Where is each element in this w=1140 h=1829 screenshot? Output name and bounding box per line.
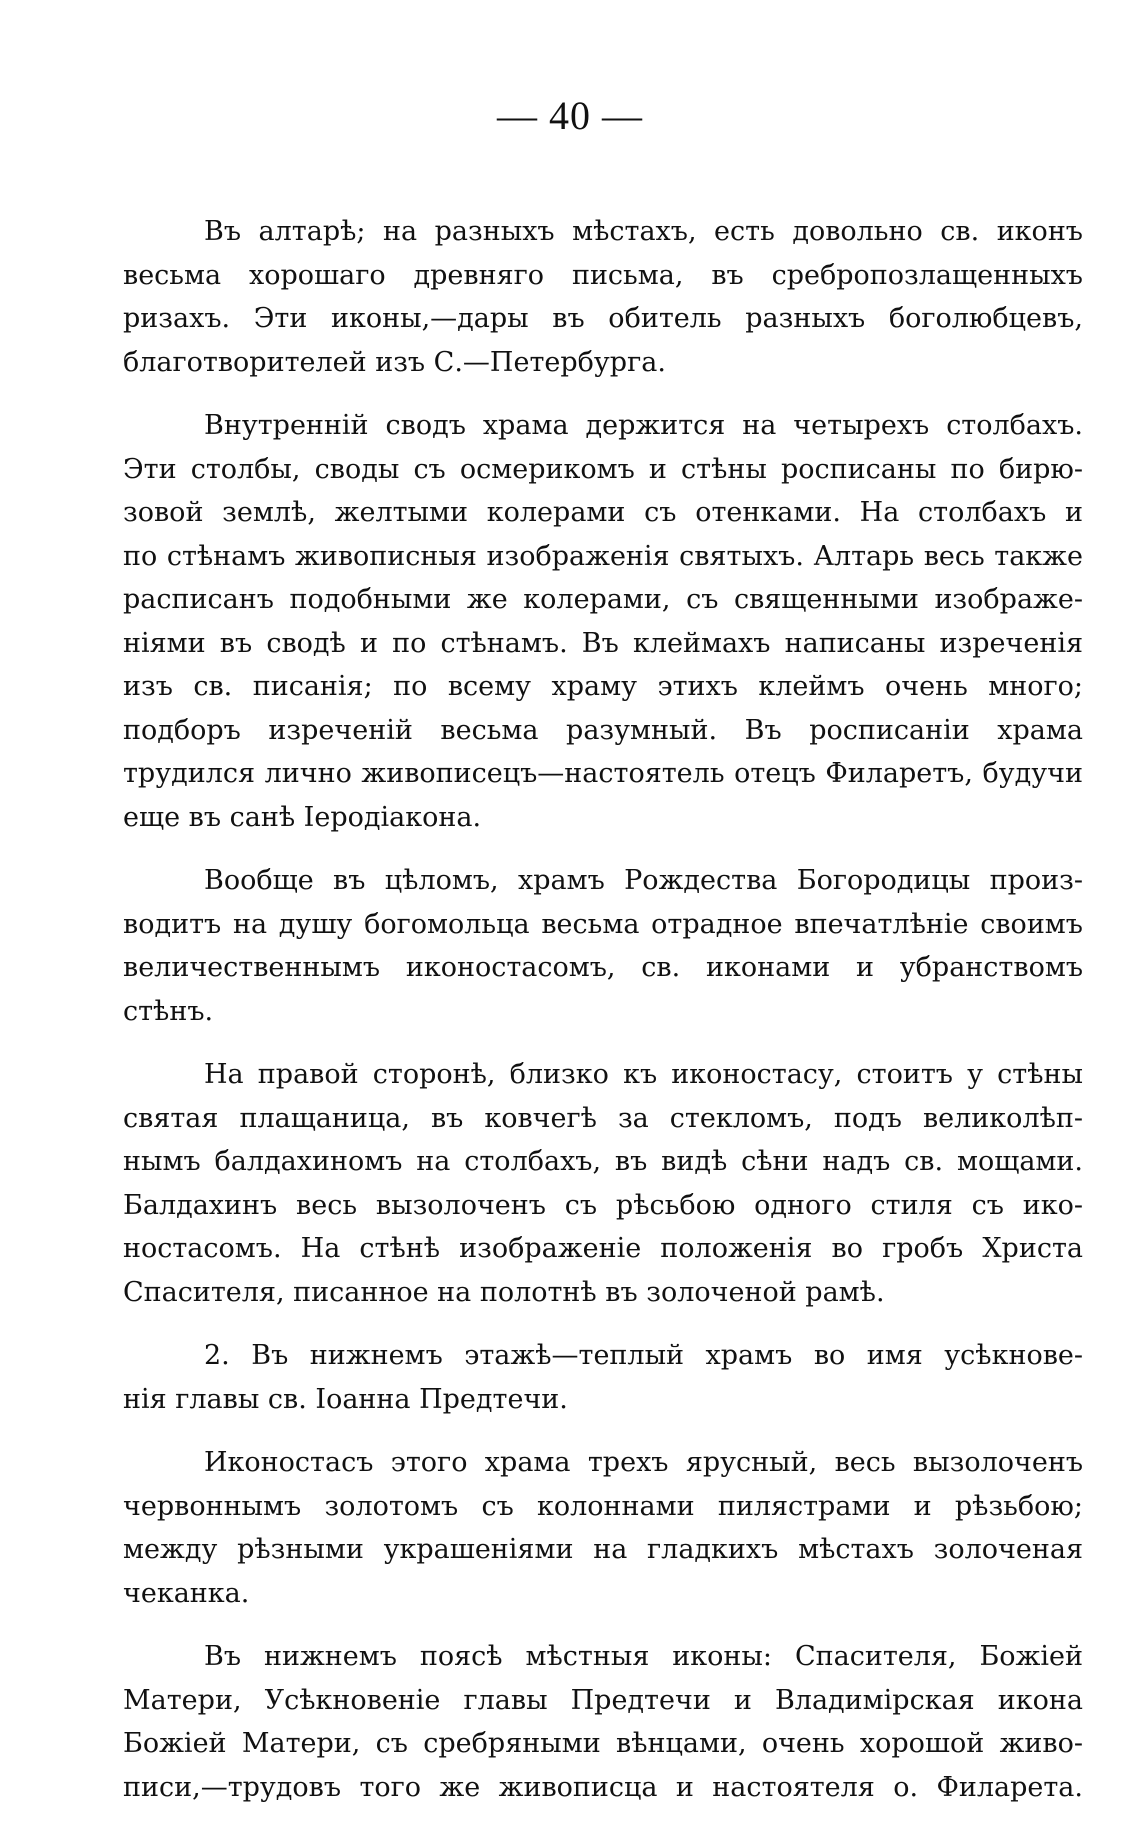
text-line: весьма хорошаго древняго письма, въ сребропозлащенныхъ xyxy=(123,259,1083,291)
text-line: Вообще въ цѣломъ, храмъ Рождества Богородицы произ- xyxy=(204,865,1083,896)
text-line: величественнымъ иконостасомъ, св. иконами и убранствомъ xyxy=(123,952,1083,983)
text-line: Матери, Усѣкновеніе главы Предтечи и Владимірская икона xyxy=(123,1684,1083,1716)
text-line: подборъ изреченій весьма разумный. Въ росписаніи храма xyxy=(123,714,1083,746)
page-number: — 40 — xyxy=(497,93,643,138)
text-line: расписанъ подобными же колерами, съ священными изображе- xyxy=(123,584,1083,615)
text-line: зовой землѣ, желтыми колерами съ отенками. На столбахъ и xyxy=(123,497,1083,528)
text-line: 2. Въ нижнемъ этажѣ—теплый храмъ во имя усѣкнове- xyxy=(204,1340,1083,1371)
text-line: нымъ балдахиномъ на столбахъ, въ видѣ сѣни надъ св. мощами. xyxy=(123,1146,1083,1177)
paragraph-overall-impression xyxy=(123,859,1083,1033)
text-line: нія главы св. Іоанна Предтечи. xyxy=(123,1383,568,1415)
text-line: Эти столбы, своды съ осмерикомъ и стѣны росписаны по бирю- xyxy=(123,453,1083,485)
text-line: Спасителя, писанное на полотнѣ въ золоченой рамѣ. xyxy=(123,1276,885,1308)
paragraph-iconostasis xyxy=(123,1441,1083,1615)
paragraph-altar-icons xyxy=(123,210,1083,384)
text-line: по стѣнамъ живописныя изображенія святыхъ. Алтарь весь также xyxy=(123,540,1083,572)
paragraph-shroud xyxy=(123,1053,1083,1314)
text-line: между рѣзными украшеніями на гладкихъ мѣстахъ золоченая xyxy=(123,1534,1083,1565)
text-line: еще въ санѣ Іеродіакона. xyxy=(123,801,482,833)
body-text xyxy=(123,210,1083,1829)
text-line: благотворителей изъ С.—Петербурга. xyxy=(123,346,666,378)
text-line: ризахъ. Эти иконы,—дары въ обитель разныхъ боголюбцевъ, xyxy=(123,303,1083,334)
text-line: стѣнъ. xyxy=(123,995,214,1027)
text-line: Въ нижнемъ поясѣ мѣстныя иконы: Спасителя, Божіей xyxy=(204,1641,1083,1672)
text-line: водитъ на душу богомольца весьма отрадное впечатлѣніе своимъ xyxy=(123,908,1083,940)
paragraph-local-icons xyxy=(123,1635,1083,1809)
text-line: Иконостасъ этого храма трехъ ярусный, весь вызолоченъ xyxy=(204,1447,1083,1478)
text-line: писи,—трудовъ того же живописца и настоятеля о. Филарета. xyxy=(123,1771,1083,1803)
text-line: червоннымъ золотомъ съ колоннами пилястрами и рѣзьбою; xyxy=(123,1490,1083,1522)
text-line: ніями въ сводѣ и по стѣнамъ. Въ клеймахъ написаны изреченія xyxy=(123,627,1083,659)
text-line: изъ св. писанія; по всему храму этихъ клеймъ очень много; xyxy=(123,671,1083,702)
text-line: Въ алтарѣ; на разныхъ мѣстахъ, есть довольно св. иконъ xyxy=(204,216,1083,247)
text-line: святая плащаница, въ ковчегѣ за стекломъ, подъ великолѣп- xyxy=(123,1102,1083,1134)
paragraph-lower-floor xyxy=(123,1334,1083,1421)
paragraph-inner-vault xyxy=(123,404,1083,839)
text-line: Внутренній сводъ храма держится на четырехъ столбахъ. xyxy=(204,410,1083,441)
text-line: На правой сторонѣ, близко къ иконостасу, стоитъ у стѣны xyxy=(204,1059,1083,1090)
text-line: Божіей Матери, съ сребряными вѣнцами, очень хорошой живо- xyxy=(123,1728,1083,1759)
text-line: трудился лично живописецъ—настоятель отецъ Филаретъ, будучи xyxy=(123,758,1083,789)
text-line: ностасомъ. На стѣнѣ изображеніе положенія во гробъ Христа xyxy=(123,1233,1083,1264)
text-line: Балдахинъ весь вызолоченъ съ рѣсьбою одного стиля съ ико- xyxy=(123,1189,1083,1221)
text-line: чеканка. xyxy=(123,1577,250,1609)
